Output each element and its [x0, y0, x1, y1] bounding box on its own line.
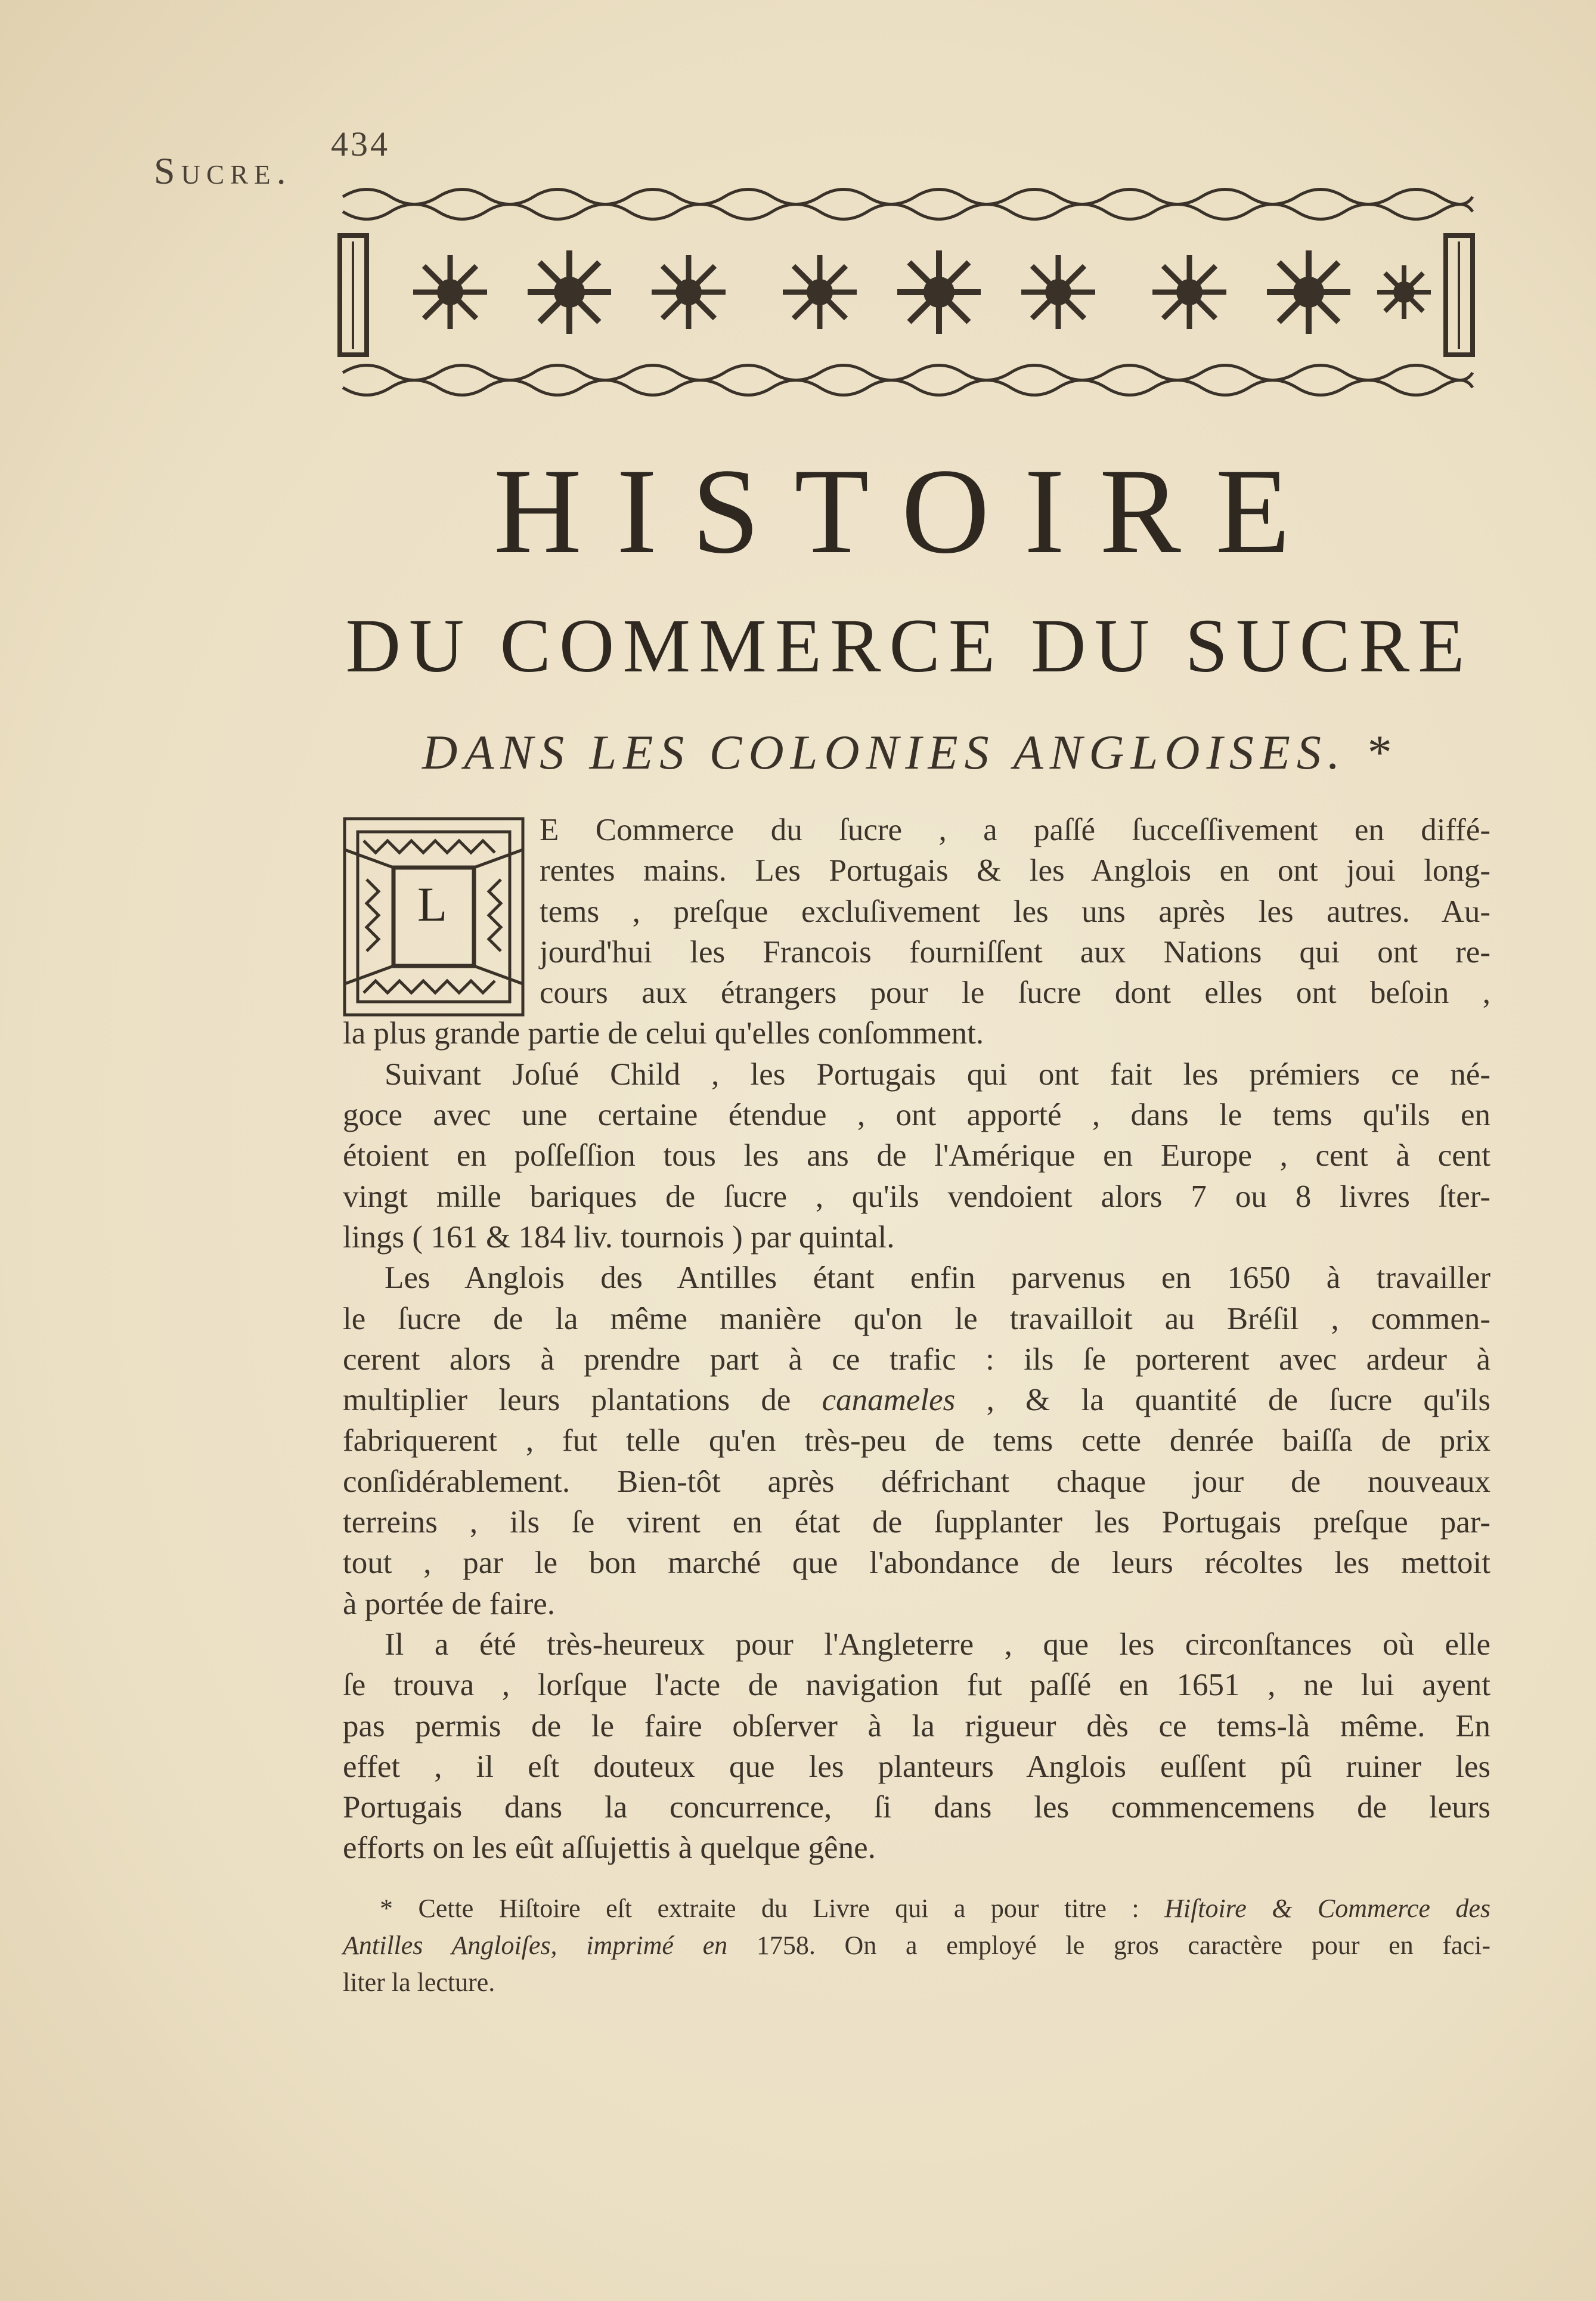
paragraph-2-line: lings ( 161 & 184 liv. tournois ) par quintal.: [343, 1219, 895, 1255]
paragraph-3-line: [343, 1380, 1490, 1420]
title-main: HISTOIRE: [493, 444, 1325, 579]
footnote-book-title: Hiſtoire & Commerce des: [1164, 1894, 1491, 1923]
paragraph-3-line: à portée de faire.: [343, 1586, 556, 1621]
footnote-text: 1758. On a employé le gros caractère pour en faci-: [756, 1931, 1490, 1960]
paragraph-3-line: tout , par le bon marché que l'abondance de leurs récoltes les mettoit: [343, 1546, 1490, 1581]
paragraph-4-line: Il a été très-heureux pour l'Angleterre , que les circonſtances où elle: [385, 1627, 1490, 1662]
paragraph-2-line: goce avec une certaine étendue , ont apporté , dans le tems qu'ils en: [343, 1098, 1490, 1133]
paragraph-1-line: la plus grande partie de celui qu'elles conſomment.: [343, 1016, 984, 1051]
paragraph-3-line: Les Anglois des Antilles étant enfin parvenus en 1650 à travailler: [385, 1261, 1490, 1296]
paragraph-4-line: efforts on les eût aſſujettis à quelque gêne.: [343, 1831, 876, 1866]
paragraph-2-line: étoient en poſſeſſion tous les ans de l'Amérique en Europe , cent à cent: [343, 1138, 1490, 1173]
paragraph-1-line: tems , preſque excluſivement les uns après les autres. Au-: [540, 894, 1490, 929]
paragraph-1-line: rentes mains. Les Portugais & les Anglois en ont joui long-: [540, 853, 1490, 888]
paragraph-3-line: fabriquerent , fut telle qu'en très-peu de tems cette denrée baiſſa de prix: [343, 1423, 1490, 1458]
paragraph-1-line: cours aux étrangers pour le ſucre dont elles ont beſoin ,: [540, 975, 1490, 1011]
paragraph-4-line: Portugais dans la concurrence, ſi dans les commencemens de leurs: [343, 1790, 1490, 1825]
italic-term: canameles: [822, 1383, 956, 1418]
paragraph-4-line: ſe trouva , lorſque l'acte de navigation fut paſſé en 1651 , ne lui ayent: [343, 1668, 1490, 1703]
paragraph-3-line: terreins , ils ſe virent en état de ſupplanter les Portugais preſque par-: [343, 1505, 1490, 1540]
paragraph-3-text: multiplier leurs plantations de: [343, 1383, 791, 1418]
paragraph-1-line: E Commerce du ſucre , a paſſé ſucceſſivement en diffé-: [540, 813, 1490, 847]
footnote-line: liter la lecture.: [343, 1968, 495, 1997]
paragraph-3-line: conſidérablement. Bien-tôt après défrichant chaque jour de nouveaux: [343, 1464, 1490, 1499]
title-subtitle-2: DANS LES COLONIES ANGLOISES. *: [422, 725, 1396, 779]
paragraph-2-line: vingt mille bariques de ſucre , qu'ils vendoient alors 7 ou 8 livres ſter-: [343, 1179, 1490, 1214]
page-number: 434: [331, 125, 390, 163]
footnote-text: * Cette Hiſtoire eſt extraite du Livre qui a pour titre :: [380, 1894, 1139, 1923]
paragraph-3-text: , & la quantité de ſucre qu'ils: [986, 1383, 1491, 1418]
headpiece-ornament: [331, 179, 1485, 411]
paragraph-3-line: cerent alors à prendre part à ce trafic : ils ſe porterent avec ardeur à: [343, 1342, 1490, 1377]
footnote: [343, 1890, 1490, 2001]
paragraph-3-line: le ſucre de la même manière qu'on le travailloit au Bréſil , commen-: [343, 1301, 1490, 1336]
paragraph-2-line: Suivant Joſué Child , les Portugais qui ont fait les prémiers ce né-: [385, 1057, 1490, 1092]
body-text: [343, 810, 1490, 1869]
paragraph-4-line: effet , il eſt douteux que les planteurs Anglois euſſent pû ruiner les: [343, 1749, 1490, 1784]
margin-note: Sucre.: [154, 150, 292, 192]
footnote-line: [343, 1890, 1490, 1927]
title-subtitle: DU COMMERCE DU SUCRE: [345, 603, 1473, 688]
paragraph-4-line: pas permis de le faire obſerver à la rigueur dès ce tems-là même. En: [343, 1708, 1490, 1743]
footnote-line: [343, 1927, 1490, 1964]
drop-cap-letter: L: [417, 877, 448, 931]
paragraph-1-line: jourd'hui les Francois fourniſſent aux Nations qui ont re-: [540, 934, 1490, 970]
footnote-book-title: Antilles Angloiſes, imprimé en: [343, 1931, 728, 1960]
